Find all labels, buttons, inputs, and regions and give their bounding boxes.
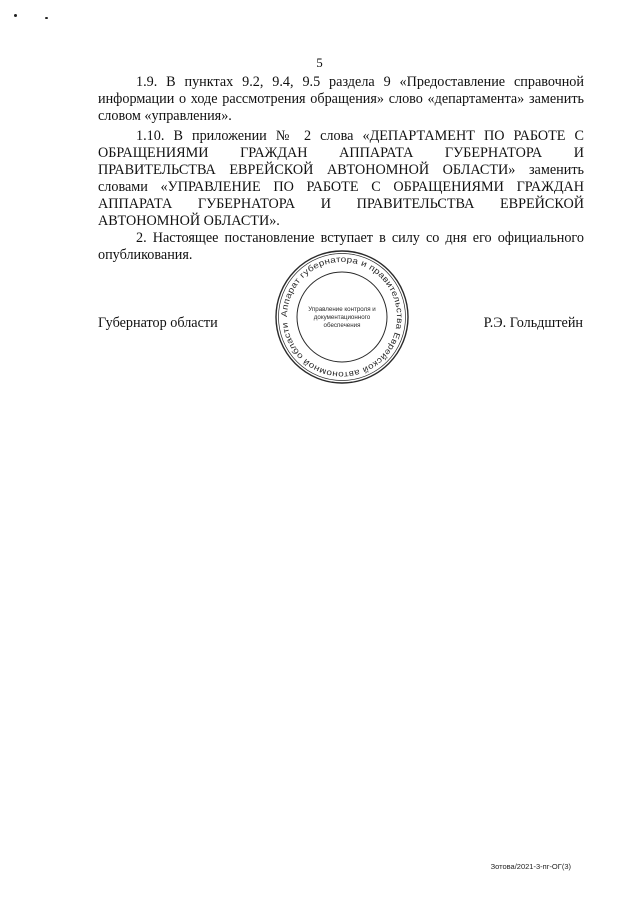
seal-graphic xyxy=(274,249,410,385)
svg-text:документационного: документационного xyxy=(313,314,371,321)
signature-position: Губернатор области xyxy=(98,315,218,331)
svg-text:Аппарат губернатора и правител: Аппарат губернатора и правительства Еврейской автономной области xyxy=(278,253,406,381)
paragraph-1-10 xyxy=(98,128,584,230)
paragraph-text: 2. Настоящее постановление вступает в силу со дня его официального опубликования. xyxy=(98,230,584,263)
page-number: 5 xyxy=(316,55,323,70)
footer-code: Зотова/2021-3-пг-ОГ(3) xyxy=(490,862,571,871)
paragraph-1-9 xyxy=(98,74,584,125)
paragraph-text: 1.10. В приложении № 2 слова «ДЕПАРТАМЕНТ ПО РАБОТЕ С ОБРАЩЕНИЯМИ ГРАЖДАН АППАРАТА ГУБЕРНАТОРА И ПРАВИТЕЛЬСТВА ЕВРЕЙСКОЙ АВТОНОМНОЙ ОБЛАСТИ» заменить словами «УПРАВЛЕНИЕ ПО РАБОТЕ С ОБРАЩЕНИЯМИ ГРАЖДАН АППАРАТА ГУБЕРНАТОРА И ПРАВИТЕЛЬСТВА ЕВРЕЙСКОЙ АВТОНОМНОЙ ОБЛАСТИ». xyxy=(98,128,584,229)
official-seal xyxy=(274,249,410,385)
paragraph-text: 1.9. В пунктах 9.2, 9.4, 9.5 раздела 9 «Предоставление справочной информации о ходе рассмотрения обращения» слово «департамента» заменить словом «управления». xyxy=(98,74,584,124)
signature-name: Р.Э. Гольдштейн xyxy=(483,315,583,331)
scan-speck xyxy=(14,14,17,17)
svg-text:Управление контроля и: Управление контроля и xyxy=(308,306,376,313)
scan-speck xyxy=(45,17,48,19)
svg-text:обеспечения: обеспечения xyxy=(323,322,361,329)
